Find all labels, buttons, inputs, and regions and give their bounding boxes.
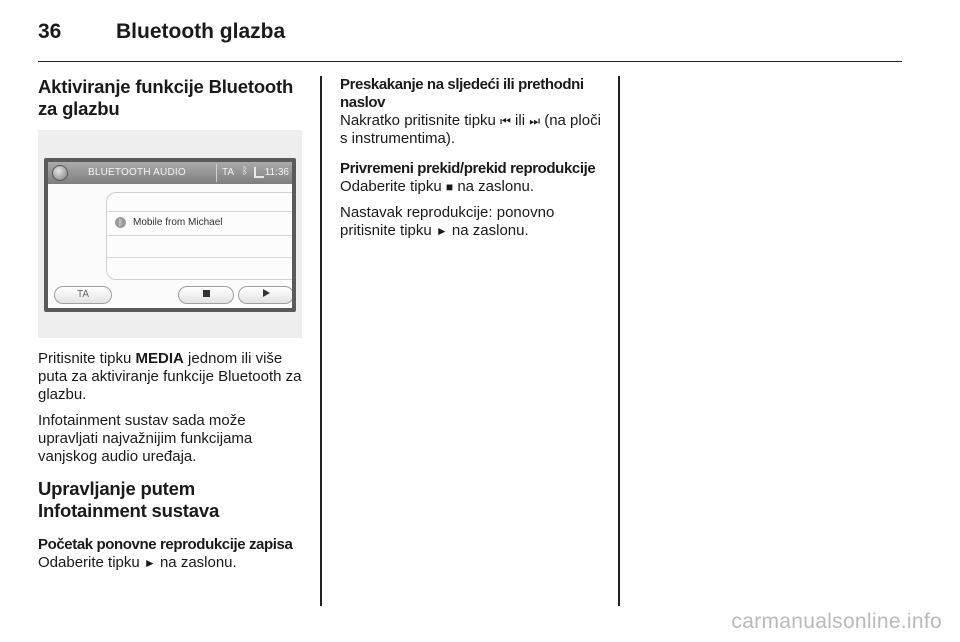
stop-button[interactable] bbox=[178, 286, 234, 304]
ta-status: TA bbox=[222, 167, 235, 178]
screen-display bbox=[48, 162, 292, 308]
page-number: 36 bbox=[38, 20, 62, 43]
column-divider-2 bbox=[618, 76, 620, 606]
play-button[interactable] bbox=[238, 286, 292, 304]
list-divider bbox=[107, 211, 292, 212]
screen-title: BLUETOOTH AUDIO bbox=[88, 167, 186, 178]
text-run: na zaslonu. bbox=[155, 554, 237, 571]
text-run: Nastavak reprodukcije: ponovno pritisnite tipku bbox=[340, 204, 555, 239]
text-run: jednom ili više puta za aktiviranje funkcije Bluetooth za glazbu. bbox=[38, 350, 302, 403]
play-icon: ► bbox=[435, 224, 448, 238]
paragraph-start-playback bbox=[38, 554, 308, 572]
column-left-text bbox=[38, 350, 308, 572]
column-left bbox=[38, 76, 308, 120]
list-divider bbox=[107, 257, 292, 258]
previous-track-icon: ⏮ bbox=[500, 114, 511, 128]
page-title: Bluetooth glazba bbox=[116, 20, 286, 43]
text-run: na zaslonu. bbox=[447, 222, 529, 239]
bluetooth-device-icon: ᛒ bbox=[115, 217, 126, 228]
paragraph-resume bbox=[340, 204, 608, 240]
text-run: Odaberite tipku bbox=[340, 178, 446, 195]
text-run: na zaslonu. bbox=[453, 178, 535, 195]
screen-titlebar bbox=[48, 162, 292, 184]
text-run: Pritisnite tipku bbox=[38, 350, 136, 367]
section-heading-control: Upravljanje putem Infotainment sustava bbox=[38, 478, 220, 521]
text-run: (na ploči s instrumentima). bbox=[340, 112, 601, 147]
next-track-icon: ⏭ bbox=[529, 114, 541, 128]
paragraph-media bbox=[38, 350, 308, 404]
subheading-start-playback: Početak ponovne reprodukcije zapisa bbox=[38, 536, 293, 553]
brand-logo-icon bbox=[52, 165, 68, 181]
paragraph-skip-track bbox=[340, 112, 608, 148]
paragraph-infotainment: Infotainment sustav sada može upravljati najvažnijim funkcijama vanjskog audio uređaja. bbox=[38, 412, 253, 465]
play-icon bbox=[263, 289, 270, 297]
page-header bbox=[38, 18, 902, 62]
ta-button[interactable]: TA bbox=[54, 286, 112, 304]
text-run: Odaberite tipku bbox=[38, 554, 144, 571]
watermark: carmanualsonline.info bbox=[731, 610, 942, 633]
paragraph-pause-stop bbox=[340, 178, 608, 196]
section-heading-activate: Aktiviranje funkcije Bluetooth za glazbu bbox=[38, 76, 294, 119]
subheading-skip-track: Preskakanje na sljedeći ili prethodni naslov bbox=[340, 76, 584, 111]
column-divider-1 bbox=[320, 76, 322, 606]
text-run: ili bbox=[510, 112, 530, 129]
text-run: Nakratko pritisnite tipku bbox=[340, 112, 501, 129]
stop-icon: ■ bbox=[445, 180, 454, 194]
screen-bezel bbox=[44, 158, 296, 312]
signal-icon bbox=[254, 167, 264, 178]
bluetooth-audio-screen-illustration bbox=[38, 130, 302, 338]
stop-icon bbox=[203, 290, 210, 297]
device-name[interactable]: Mobile from Michael bbox=[133, 217, 223, 228]
subheading-pause-stop: Privremeni prekid/prekid reprodukcije bbox=[340, 160, 596, 177]
play-icon: ► bbox=[143, 556, 156, 570]
titlebar-separator bbox=[216, 164, 217, 182]
media-key-label: MEDIA bbox=[135, 350, 184, 367]
column-middle bbox=[340, 76, 608, 240]
list-divider bbox=[107, 235, 292, 236]
device-list bbox=[106, 192, 292, 280]
clock-time: 11:36 bbox=[264, 167, 289, 178]
bluetooth-status-icon: ᛒ bbox=[242, 166, 248, 177]
